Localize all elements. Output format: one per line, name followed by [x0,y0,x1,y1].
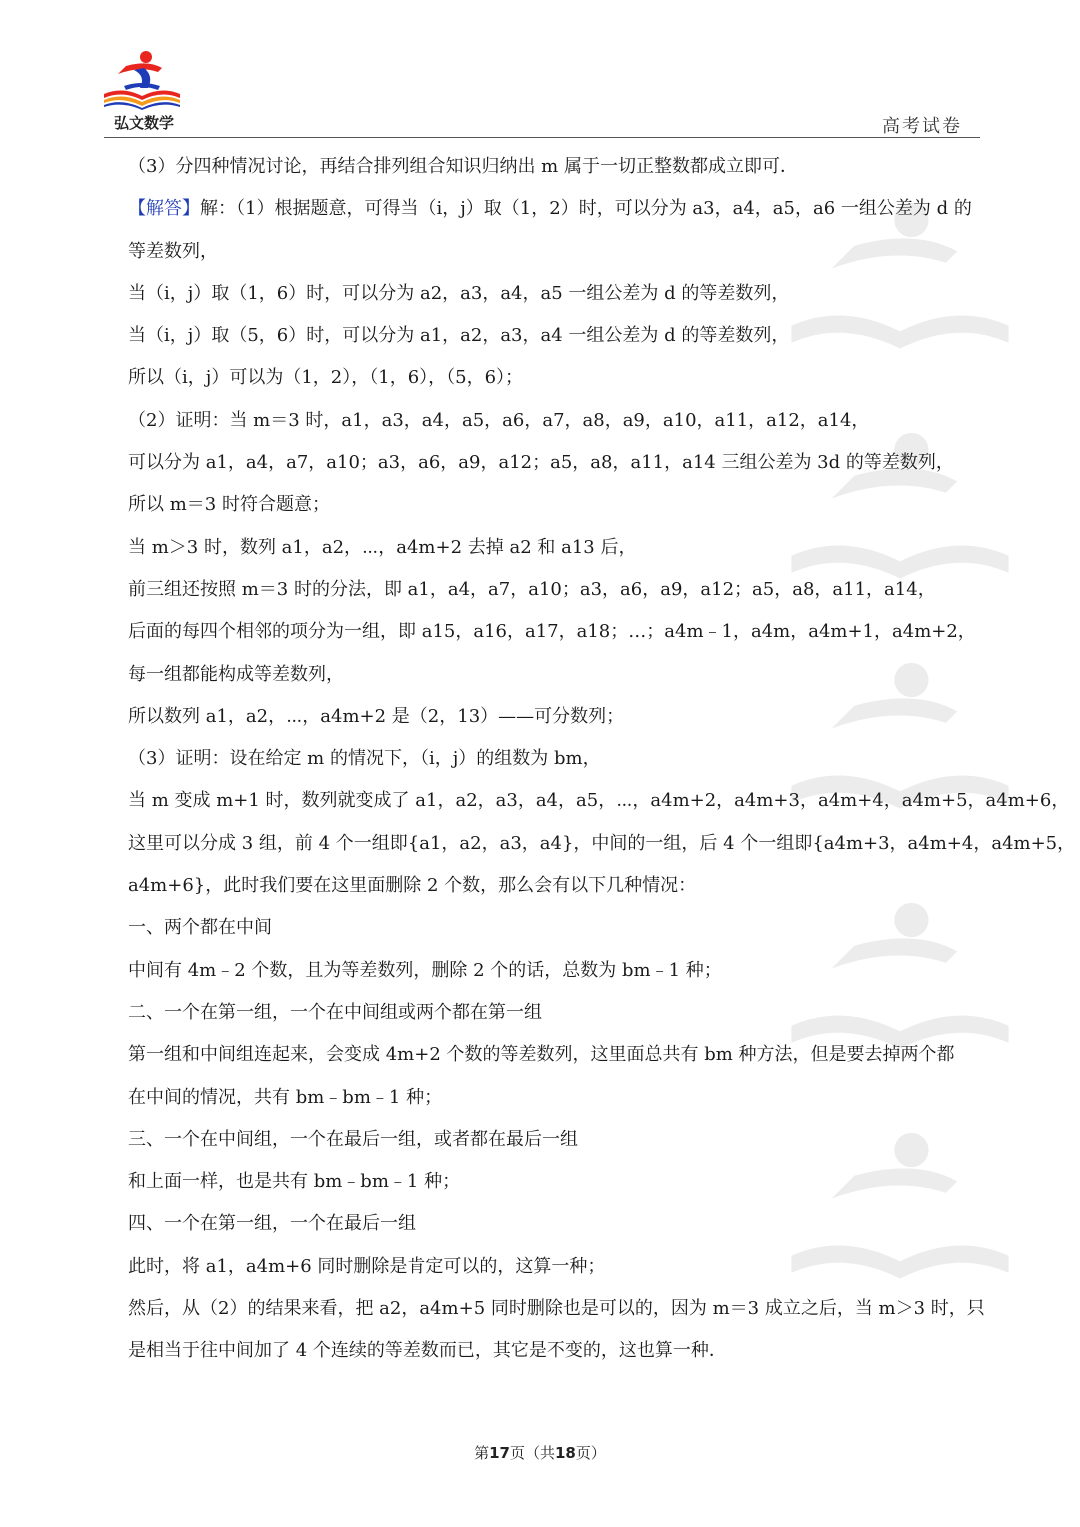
text-line: 前三组还按照 m＝3 时的分法，即 a1，a4，a7，a10；a3，a6，a9，a12；a5，a8，a11，a14， [128,578,936,600]
text-line: 四、一个在第一组，一个在最后一组 [128,1213,416,1235]
text-line: 此时，将 a1，a4m+6 同时删除是肯定可以的，这算一种； [128,1255,606,1277]
current-page-number: 17 [489,1444,510,1462]
text-line: 每一组都能构成等差数列， [128,663,344,685]
text-line: 二、一个在第一组，一个在中间组或两个都在第一组 [128,1001,542,1023]
text-line: 这里可以分成 3 组，前 4 个一组即{a1，a2，a3，a4}，中间的一组，后 4 个一组即{a4m+3，a4m+4，a4m+5， [128,832,1076,854]
page-header [0,0,1080,140]
text-line: 在中间的情况，共有 bm﹣bm﹣1 种； [128,1086,443,1108]
text-line: 中间有 4m﹣2 个数，且为等差数列，删除 2 个的话，总数为 bm﹣1 种； [128,959,722,981]
text-line: 所以 m＝3 时符合题意； [128,494,330,516]
text-line: （3）证明：设在给定 m 的情况下，（i，j）的组数为 bm， [128,748,601,770]
text-line: 所以（i，j）可以为（1，2），（1，6），（5，6）； [128,367,524,389]
text-line: 是相当于往中间加了 4 个连续的等差数而已，其它是不变的，这也算一种． [128,1340,727,1362]
text-line: 当（i，j）取（1，6）时，可以分为 a2，a3，a4，a5 一组公差为 d 的等差数列， [128,282,790,304]
brand-logo-icon [100,50,184,110]
header-divider [104,137,980,138]
text-line: 当（i，j）取（5，6）时，可以分为 a1，a2，a3，a4 一组公差为 d 的等差数列， [128,325,790,347]
footer-prefix: 第 [474,1444,490,1462]
text-line: 后面的每四个相邻的项分为一组，即 a15，a16，a17，a18；…；a4m﹣1，a4m，a4m+1，a4m+2， [128,621,976,643]
text-line: 和上面一样，也是共有 bm﹣bm﹣1 种； [128,1171,461,1193]
document-type: 高考试卷 [882,116,962,137]
footer-suffix: 页） [575,1444,606,1462]
text-line: 三、一个在中间组，一个在最后一组，或者都在最后一组 [128,1128,578,1150]
brand-name: 弘文数学 [114,114,175,132]
text-line: 第一组和中间组连起来，会变成 4m+2 个数的等差数列，这里面总共有 bm 种方法，但是要去掉两个都 [128,1044,955,1066]
footer-mid: 页（共 [509,1444,555,1462]
text-line: 然后，从（2）的结果来看，把 a2，a4m+5 同时删除也是可以的，因为 m＝3 成立之后，当 m＞3 时，只 [128,1298,985,1320]
text-line: （2）证明：当 m＝3 时，a1，a3，a4，a5，a6，a7，a8，a9，a10，a11，a12，a14， [128,409,870,431]
text-line: 所以数列 a1，a2，⋯，a4m+2 是（2，13）——可分数列； [128,705,625,727]
total-page-count: 18 [555,1444,576,1462]
text-line: 一、两个都在中间 [128,917,272,939]
text-line: 等差数列， [128,240,218,262]
text-line: 当 m＞3 时，数列 a1，a2，⋯，a4m+2 去掉 a2 和 a13 后， [128,536,637,558]
text-line: 【解答】解：（1）根据题意，可得当（i，j）取（1，2）时，可以分为 a3，a4，a5，a6 一组公差为 d 的 [128,198,972,220]
page-footer [0,1442,1080,1463]
text-line: 可以分为 a1，a4，a7，a10；a3，a6，a9，a12；a5，a8，a11，a14 三组公差为 3d 的等差数列， [128,452,954,474]
text-line: （3）分四种情况讨论，再结合排列组合知识归纳出 m 属于一切正整数都成立即可． [128,156,798,177]
solution-body [128,146,1076,1373]
answer-tag: 【解答】 [128,198,200,220]
text-line: a4m+6}，此时我们要在这里面删除 2 个数，那么会有以下几种情况： [128,875,697,897]
text-line: 当 m 变成 m+1 时，数列就变成了 a1，a2，a3，a4，a5，⋯，a4m+2，a4m+3，a4m+4，a4m+5，a4m+6， [128,790,1070,812]
